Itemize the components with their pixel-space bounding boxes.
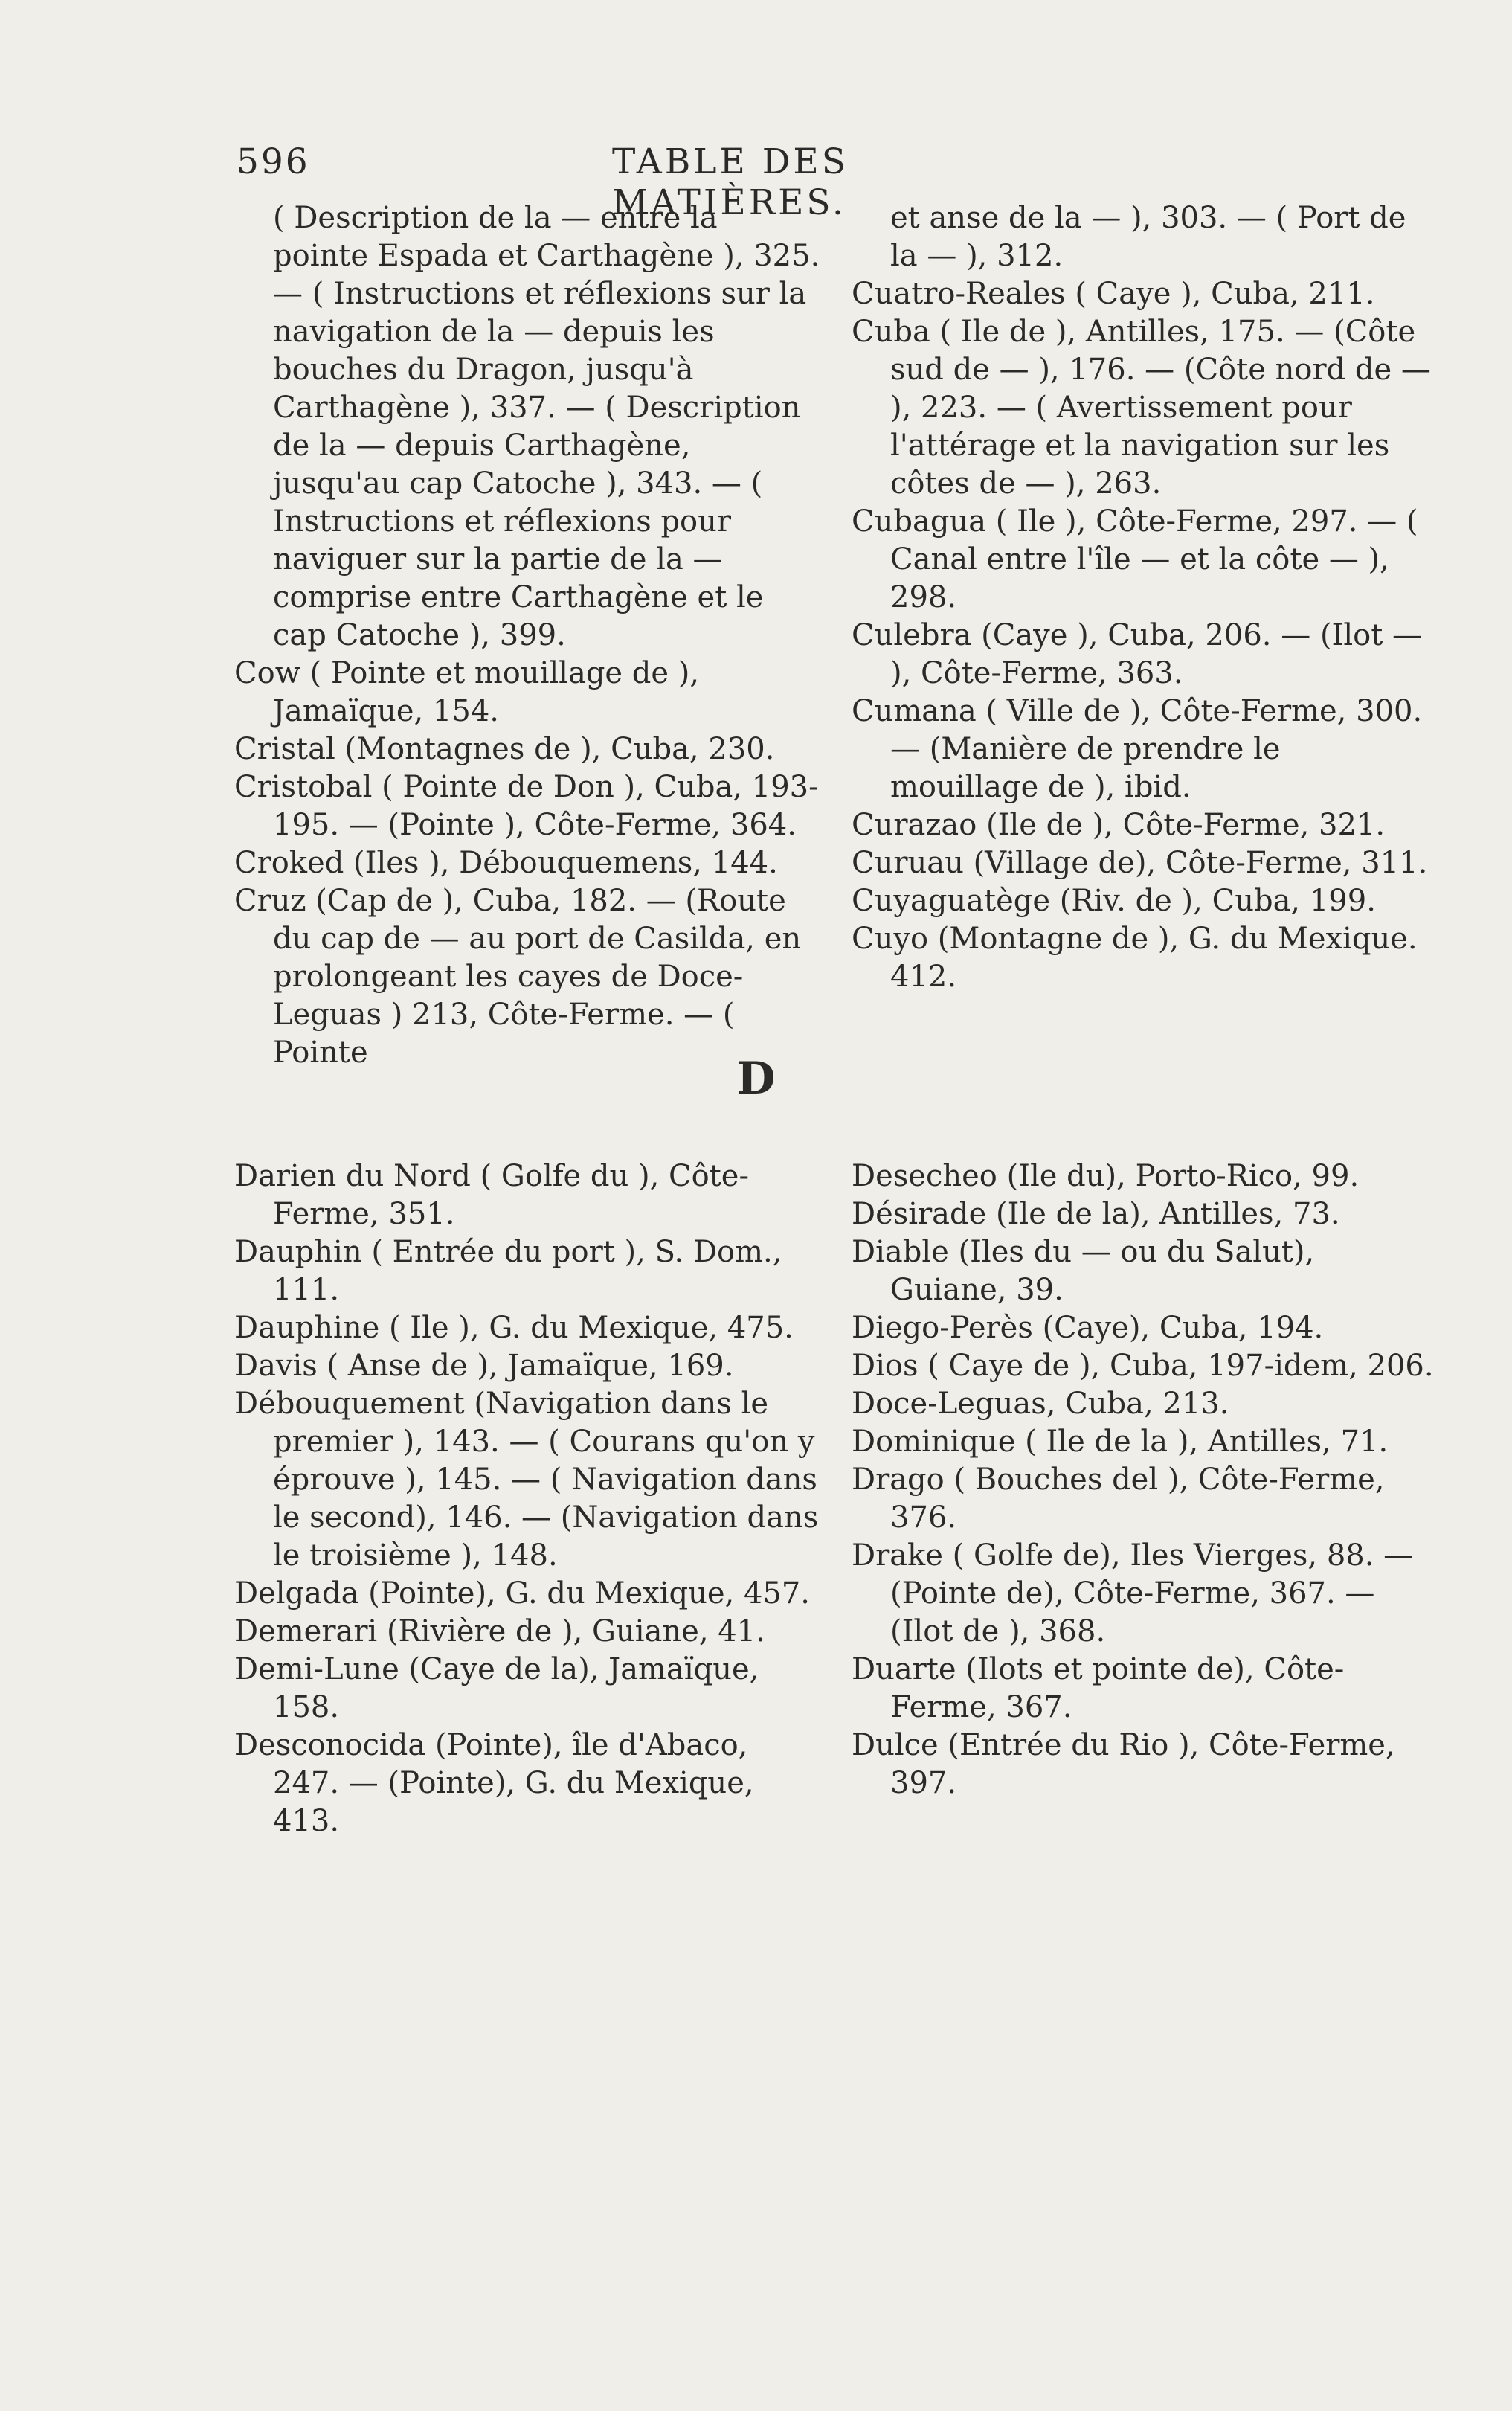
index-entry: Diable (Iles du — ou du Salut), Guiane, 39. [852, 1235, 1315, 1307]
index-column-top-right [852, 199, 1435, 996]
index-entry: Dauphine ( Ile ), G. du Mexique, 475. [234, 1311, 794, 1345]
index-entry: Dauphin ( Entrée du port ), S. Dom., 111. [234, 1235, 782, 1307]
index-column-bottom-left [234, 1158, 822, 1840]
index-entry: Demi-Lune (Caye de la), Jamaïque, 158. [234, 1652, 759, 1724]
page-title: TABLE DES MATIÈRES. [612, 141, 849, 223]
index-entry: Desecheo (Ile du), Porto-Rico, 99. [852, 1159, 1360, 1193]
index-entry: Delgada (Pointe), G. du Mexique, 457. [234, 1576, 811, 1611]
index-entry-continuation: et anse de la — ), 303. — ( Port de la — ), 312. [890, 201, 1406, 273]
index-entry: Cow ( Pointe et mouillage de ), Jamaïque, 154. [234, 656, 700, 728]
index-entry: Cumana ( Ville de ), Côte-Ferme, 300. — (Manière de prendre le mouillage de ), ibid. [852, 694, 1423, 804]
index-entry: Curazao (Ile de ), Côte-Ferme, 321. [852, 808, 1386, 842]
index-entry: Culebra (Caye ), Cuba, 206. — (Ilot — ), Côte-Ferme, 363. [852, 618, 1423, 690]
index-entry: Drago ( Bouches del ), Côte-Ferme, 376. [852, 1463, 1385, 1535]
index-entry: Desconocida (Pointe), île d'Abaco, 247. — (Pointe), G. du Mexique, 413. [234, 1728, 754, 1838]
index-entry: Cubagua ( Ile ), Côte-Ferme, 297. — ( Canal entre l'île — et la côte — ), 298. [852, 504, 1418, 614]
index-entry: Darien du Nord ( Golfe du ), Côte-Ferme, 351. [234, 1159, 749, 1231]
page-number: 596 [237, 141, 310, 182]
index-entry-continuation: ( Description de la — entre la pointe Espada et Carthagène ), 325. — ( Instructions et réflexions sur la navigation de la — depuis les bouches du Dragon, jusqu'à Carthagène ), 337. — ( Description de la — depuis Carthagène, jusqu'au cap Catoche ), 343. — ( Instructions et réflexions pour naviguer sur la partie de la — comprise entre Carthagène et le cap Catoche ), 399. [273, 201, 820, 652]
index-entry: Demerari (Rivière de ), Guiane, 41. [234, 1614, 765, 1648]
index-entry: Diego-Perès (Caye), Cuba, 194. [852, 1311, 1324, 1345]
index-entry: Doce-Leguas, Cuba, 213. [852, 1387, 1229, 1421]
index-entry: Cuatro-Reales ( Caye ), Cuba, 211. [852, 277, 1375, 311]
index-column-bottom-right [852, 1158, 1435, 1802]
page-header [237, 141, 1069, 223]
index-entry: Duarte (Ilots et pointe de), Côte-Ferme, 367. [852, 1652, 1345, 1724]
index-entry: Cristobal ( Pointe de Don ), Cuba, 193-195. — (Pointe ), Côte-Ferme, 364. [234, 770, 819, 842]
index-entry: Croked (Iles ), Débouquemens, 144. [234, 846, 778, 880]
index-entry: Cuyaguatège (Riv. de ), Cuba, 199. [852, 884, 1376, 918]
index-entry: Cuyo (Montagne de ), G. du Mexique. 412. [852, 922, 1418, 994]
index-entry: Dominique ( Ile de la ), Antilles, 71. [852, 1425, 1389, 1459]
index-entry: Cruz (Cap de ), Cuba, 182. — (Route du cap de — au port de Casilda, en prolongeant les cayes de Doce-Leguas ) 213, Côte-Ferme. — ( Pointe [234, 884, 802, 1070]
index-entry: Cuba ( Ile de ), Antilles, 175. — (Côte sud de — ), 176. — (Côte nord de — ), 223. — ( Avertissement pour l'attérage et la navigation sur les côtes de — ), 263. [852, 315, 1431, 501]
index-column-top-left [234, 199, 822, 1072]
index-entry: Cristal (Montagnes de ), Cuba, 230. [234, 732, 775, 766]
index-entry: Dulce (Entrée du Rio ), Côte-Ferme, 397. [852, 1728, 1395, 1800]
index-entry: Davis ( Anse de ), Jamaïque, 169. [234, 1349, 734, 1383]
index-entry: Débouquement (Navigation dans le premier ), 143. — ( Courans qu'on y éprouve ), 145. — ( Navigation dans le second), 146. — (Navigation dans le troisième ), 148. [234, 1387, 819, 1573]
index-entry: Désirade (Ile de la), Antilles, 73. [852, 1197, 1340, 1231]
index-entry: Curuau (Village de), Côte-Ferme, 311. [852, 846, 1428, 880]
index-entry: Drake ( Golfe de), Iles Vierges, 88. — (Pointe de), Côte-Ferme, 367. — (Ilot de ), 368. [852, 1538, 1414, 1648]
section-letter: D [736, 1053, 776, 1105]
index-entry: Dios ( Caye de ), Cuba, 197-idem, 206. [852, 1349, 1434, 1383]
